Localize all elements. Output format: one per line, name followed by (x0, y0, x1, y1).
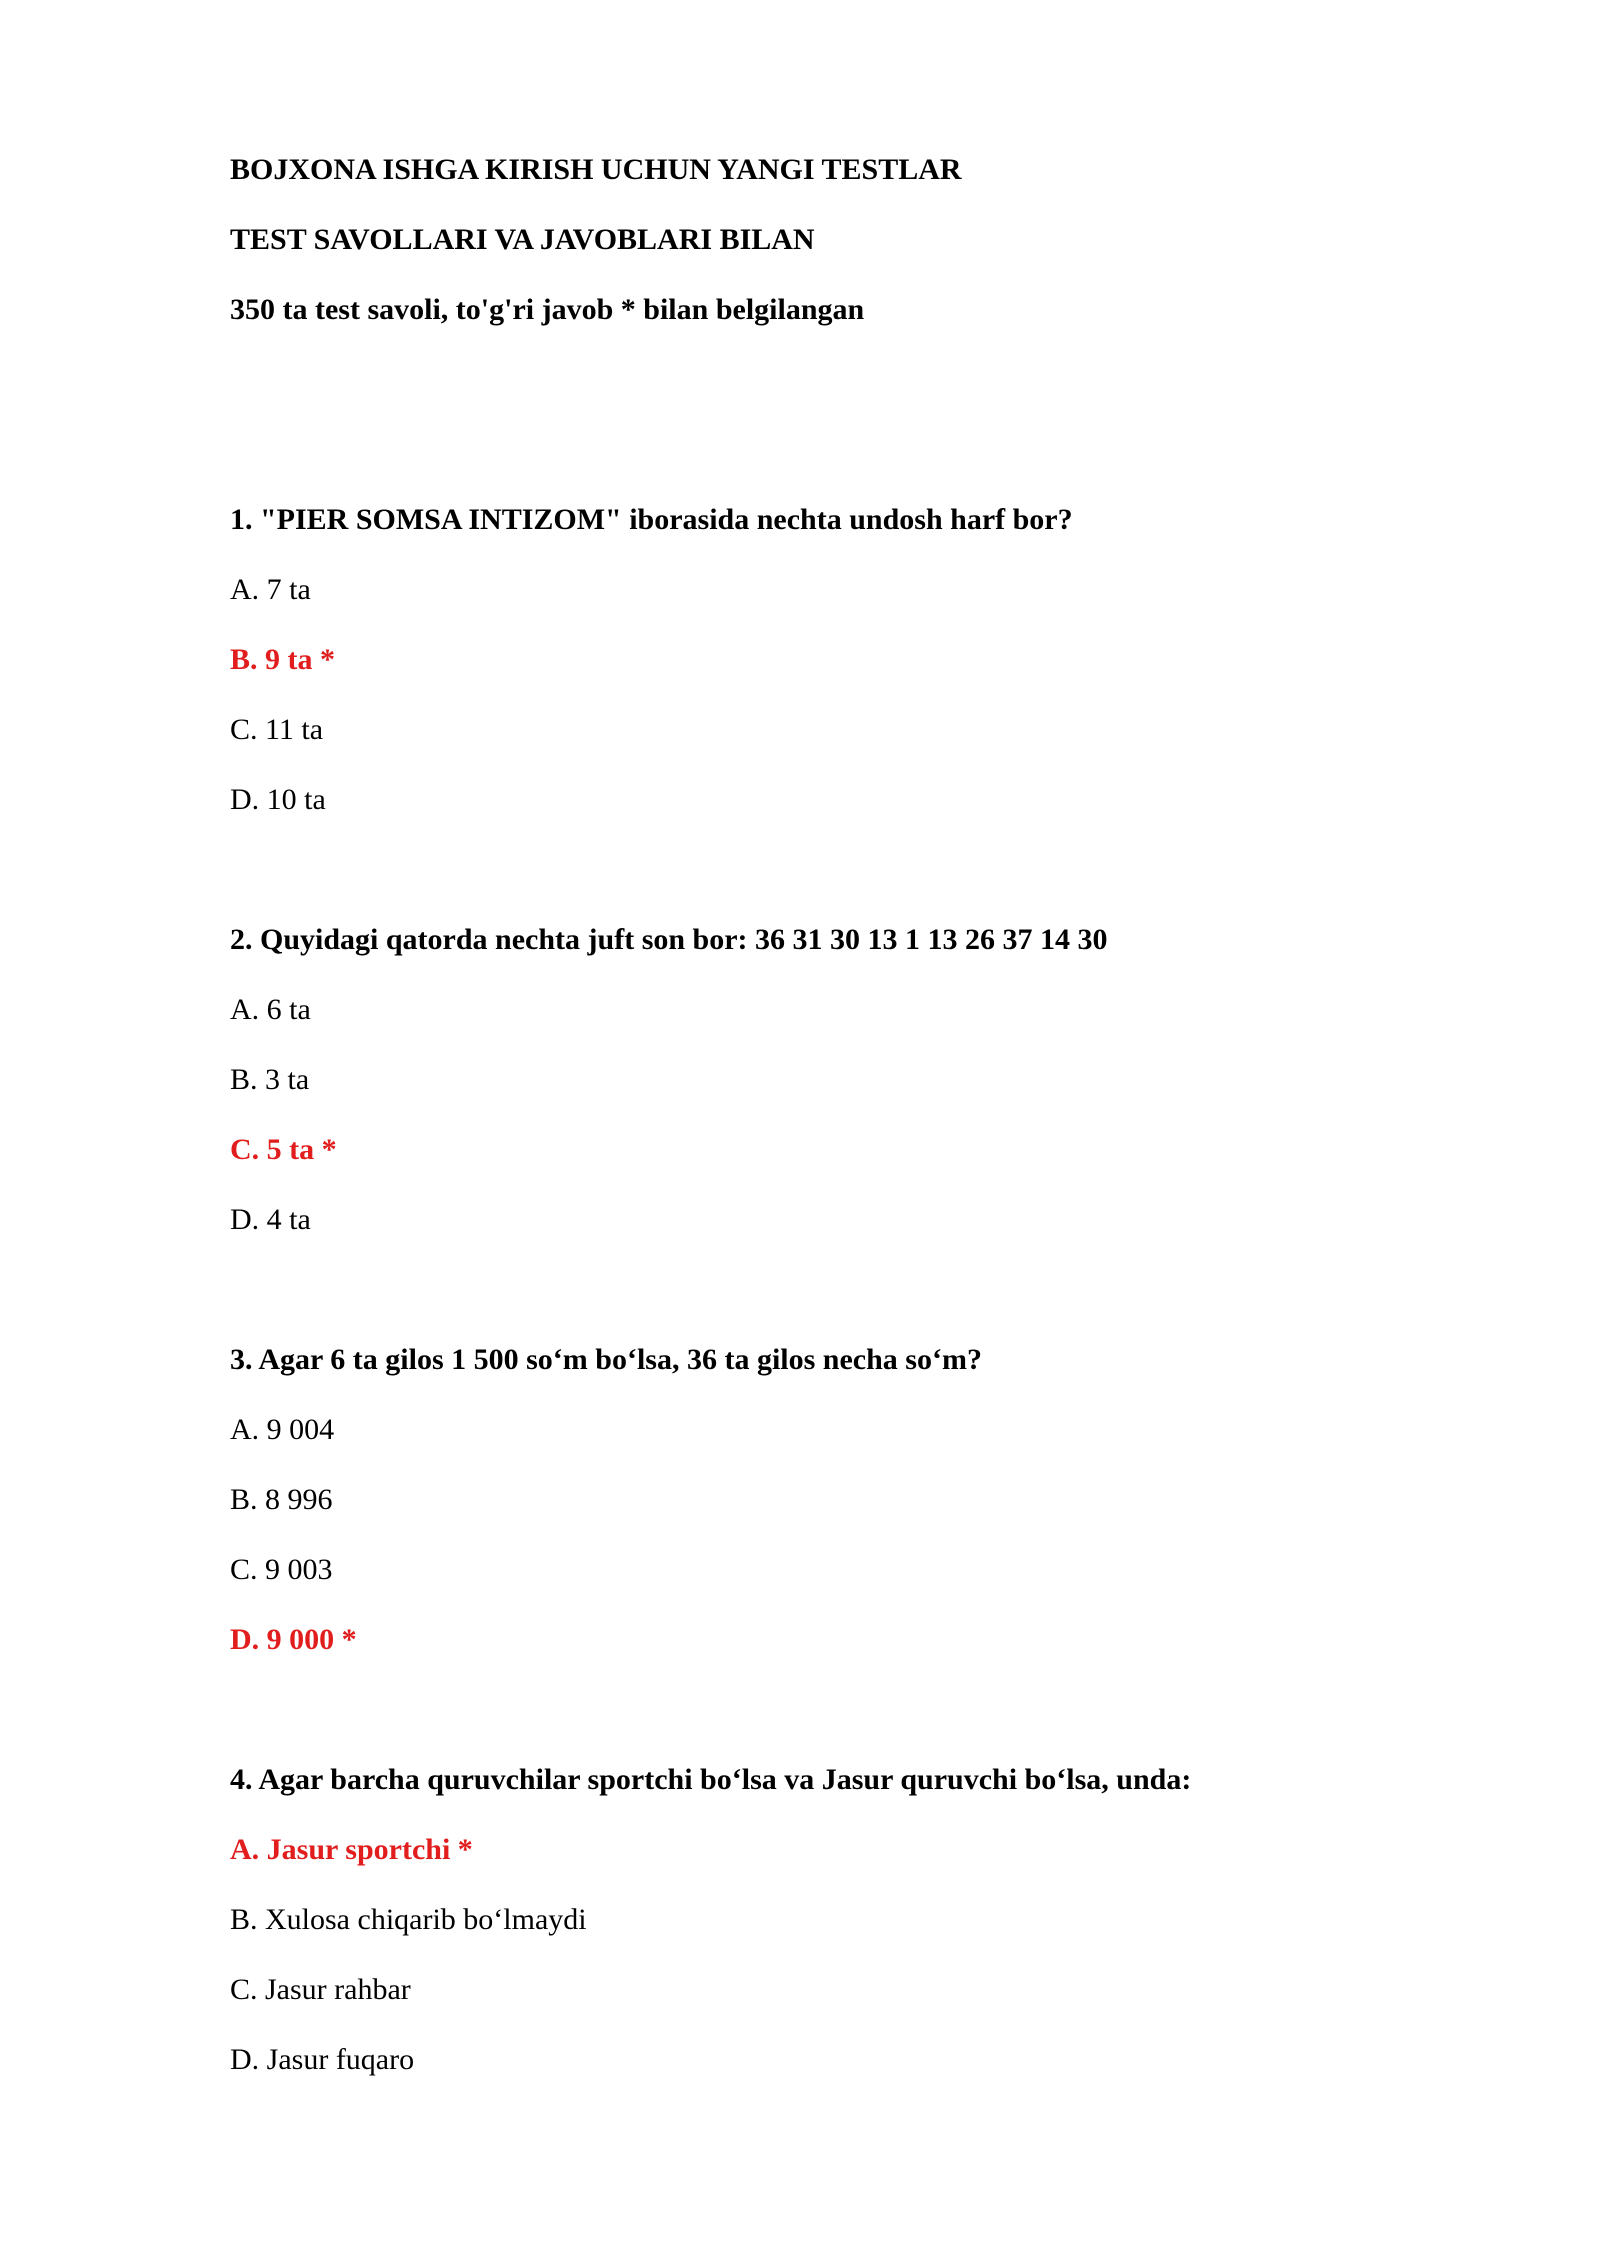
answer-option-correct: B. 9 ta * (230, 643, 335, 676)
answer-option: C. 9 003 (230, 1553, 333, 1586)
header-title: BOJXONA ISHGA KIRISH UCHUN YANGI TESTLAR (230, 153, 962, 186)
header-subtitle: TEST SAVOLLARI VA JAVOBLARI BILAN (230, 223, 815, 256)
answer-option: C. Jasur rahbar (230, 1973, 411, 2006)
answer-option: D. Jasur fuqaro (230, 2043, 415, 2076)
answer-option: A. 9 004 (230, 1413, 335, 1446)
question-text: 3. Agar 6 ta gilos 1 500 so‘m bo‘lsa, 36 ta gilos necha so‘m? (230, 1343, 982, 1376)
answer-option-correct: D. 9 000 * (230, 1623, 357, 1656)
answer-option: B. 8 996 (230, 1483, 333, 1516)
answer-option: D. 4 ta (230, 1203, 311, 1236)
answer-option: A. 7 ta (230, 573, 311, 606)
answer-option: A. 6 ta (230, 993, 311, 1026)
answer-option: B. Xulosa chiqarib bo‘lmaydi (230, 1903, 587, 1936)
question-text: 1. "PIER SOMSA INTIZOM" iborasida nechta undosh harf bor? (230, 503, 1073, 536)
answer-option-correct: C. 5 ta * (230, 1133, 337, 1166)
answer-option: D. 10 ta (230, 783, 326, 816)
answer-option-correct: A. Jasur sportchi * (230, 1833, 473, 1866)
answer-option: B. 3 ta (230, 1063, 310, 1096)
question-text: 2. Quyidagi qatorda nechta juft son bor: 36 31 30 13 1 13 26 37 14 30 (230, 923, 1108, 956)
answer-option: C. 11 ta (230, 713, 324, 746)
header-note: 350 ta test savoli, to'g'ri javob * bilan belgilangan (230, 293, 865, 326)
question-text: 4. Agar barcha quruvchilar sportchi bo‘lsa va Jasur quruvchi bo‘lsa, unda: (230, 1763, 1192, 1796)
